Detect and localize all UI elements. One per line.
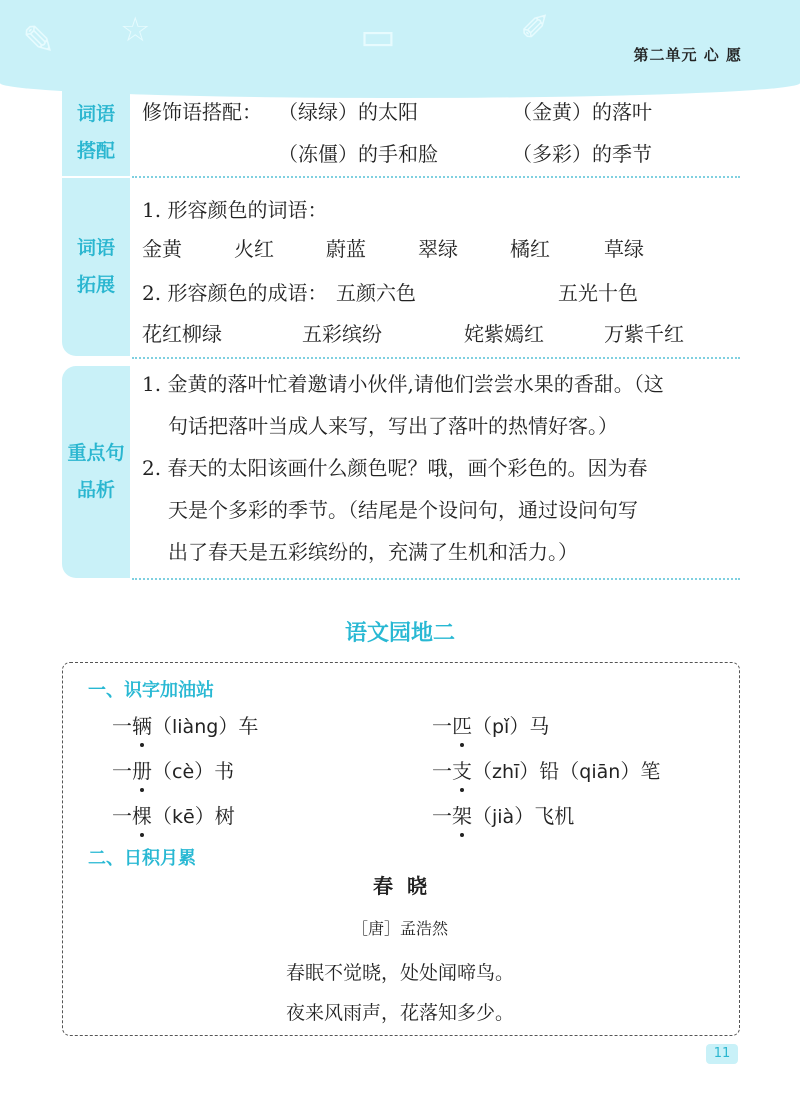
idiom: 姹紫嫣红 (464, 322, 544, 346)
color-word: 草绿 (604, 237, 644, 261)
measure-word-item: 一棵（kē）树 (112, 800, 235, 829)
key-sentence-line: 1. 金黄的落叶忙着邀请小伙伴,请他们尝尝水果的香甜。（这 (142, 372, 664, 396)
measure-prefix: 一 (432, 804, 452, 828)
pinyin: zhī (492, 761, 520, 783)
measure-word-item: 一辆（liàng）车 (112, 710, 258, 739)
unit-title: 第二单元 心 愿 (633, 46, 742, 64)
idioms-heading: 2. 形容颜色的成语： (142, 281, 328, 305)
pairing-item: （绿绿）的太阳 (278, 100, 418, 124)
measure-noun: 车 (238, 714, 259, 738)
pinyin: kē (172, 806, 195, 828)
pairing-item: （冻僵）的手和脸 (278, 142, 438, 166)
pairing-intro: 修饰语搭配： (142, 100, 262, 124)
decorative-star-icon: ☆ (120, 10, 151, 50)
row-divider (132, 578, 740, 580)
measure-prefix: 一 (112, 714, 132, 738)
measure-prefix: 一 (432, 714, 452, 738)
dotted-char: 棵 (132, 800, 152, 829)
label-line: 搭配 (76, 140, 115, 162)
page-number: 11 (706, 1044, 738, 1064)
poem-author: ［唐］孟浩然 (351, 919, 448, 938)
measure-word-item: 一支（zhī）铅（qiān）笔 (432, 755, 660, 784)
decorative-pencil-icon: ✎ (22, 18, 56, 64)
row-divider (132, 176, 740, 178)
measure-prefix: 一 (432, 759, 452, 783)
idiom: 万紫千红 (604, 322, 684, 346)
pinyin: pǐ (492, 716, 510, 738)
pinyin: qiān (579, 761, 621, 783)
idiom: 五彩缤纷 (302, 322, 382, 346)
decorative-book-icon: ▭ (360, 14, 396, 58)
vocab-expansion-label (62, 178, 130, 356)
label-line: 词语 (76, 237, 115, 259)
color-word: 翠绿 (418, 237, 458, 261)
key-sentence-line: 句话把落叶当成人来写，写出了落叶的热情好客。） (168, 414, 618, 438)
color-word: 火红 (234, 237, 274, 261)
pinyin: cè (172, 761, 195, 783)
label-line: 品析 (76, 479, 115, 501)
pinyin: jià (492, 806, 515, 828)
measure-prefix: 一 (112, 759, 132, 783)
poem-title: 春晓 (373, 874, 441, 898)
header-band (0, 0, 800, 98)
dotted-char: 辆 (132, 710, 152, 739)
key-sentence-line: 2. 春天的太阳该画什么颜色呢？哦，画个彩色的。因为春 (142, 456, 648, 480)
poem-line: 夜来风雨声，花落知多少。 (285, 1002, 514, 1024)
accumulation-heading: 二、日积月累 (88, 848, 196, 869)
section-title: 语文园地二 (344, 621, 455, 646)
pinyin: liàng (172, 716, 219, 738)
dotted-char: 架 (452, 800, 472, 829)
label-line: 词语 (76, 103, 115, 125)
measure-noun: 树 (214, 804, 235, 828)
literacy-heading: 一、识字加油站 (88, 680, 214, 701)
label-line: 拓展 (76, 274, 115, 296)
dotted-char: 匹 (452, 710, 472, 739)
dotted-char: 册 (132, 755, 152, 784)
measure-word-item: 一册（cè）书 (112, 755, 234, 784)
poem-line: 春眠不觉晓，处处闻啼鸟。 (285, 962, 514, 984)
row-divider (132, 357, 740, 359)
key-sentence-line: 出了春天是五彩缤纷的，充满了生机和活力。） (168, 540, 578, 564)
pairing-item: （金黄）的落叶 (512, 100, 652, 124)
dotted-char: 支 (452, 755, 472, 784)
key-sentence-line: 天是个多彩的季节。（结尾是个设问句，通过设问句写 (168, 498, 638, 522)
measure-word-item: 一架（jià）飞机 (432, 800, 574, 829)
label-line: 重点句 (67, 442, 125, 464)
vocab-pairing-label (62, 90, 130, 176)
color-word: 橘红 (510, 237, 550, 261)
measure-noun: 马 (529, 714, 550, 738)
color-word: 蔚蓝 (326, 237, 366, 261)
color-words-heading: 1. 形容颜色的词语： (142, 198, 328, 222)
idiom: 五光十色 (558, 281, 638, 305)
key-sentences-label (62, 366, 130, 578)
measure-word-item: 一匹（pǐ）马 (432, 710, 549, 739)
measure-noun: 笔 (640, 759, 661, 783)
idiom: 花红柳绿 (142, 322, 222, 346)
decorative-ruler-icon: ✐ (520, 8, 551, 49)
color-word: 金黄 (142, 237, 182, 261)
measure-noun: 书 (214, 759, 235, 783)
pairing-item: （多彩）的季节 (512, 142, 652, 166)
idiom: 五颜六色 (336, 281, 416, 305)
measure-noun: 铅 (539, 759, 560, 783)
measure-noun: 飞机 (534, 804, 575, 828)
measure-prefix: 一 (112, 804, 132, 828)
